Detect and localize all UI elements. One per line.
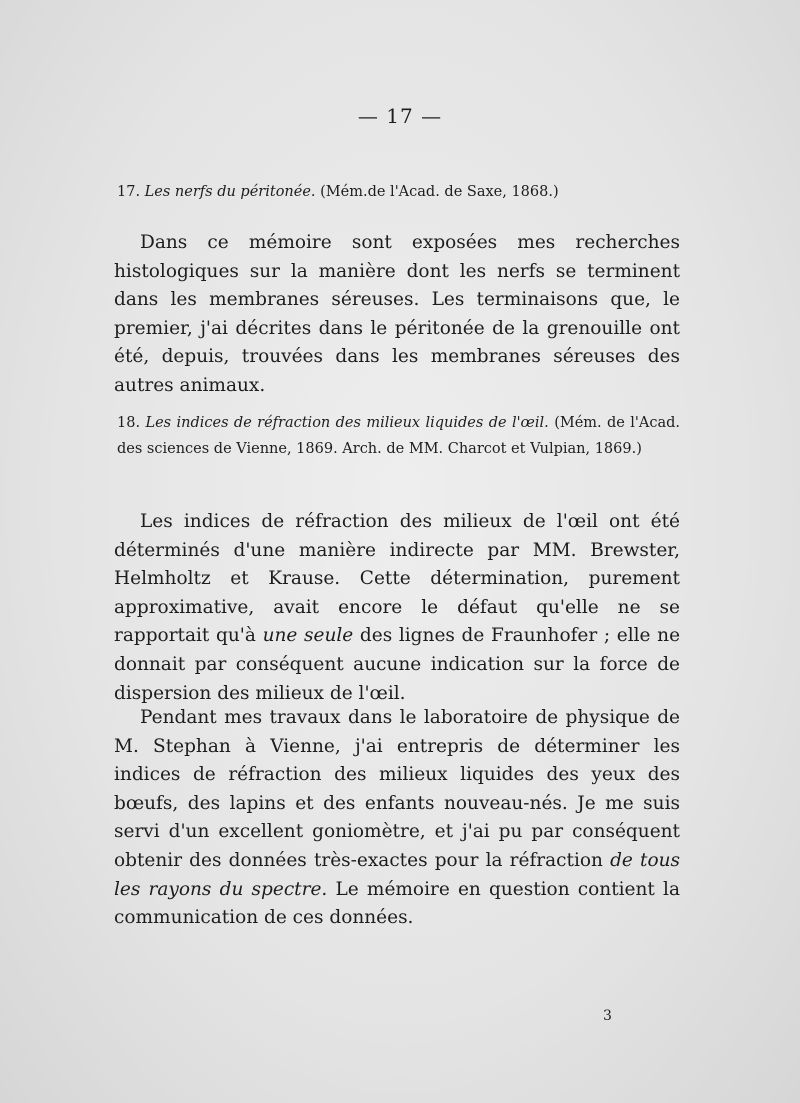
signature-mark: 3: [603, 1008, 612, 1024]
entry-details: (Mém. de l'Acad. des sciences de Vienne, 1869. Arch. de MM. Charcot et Vulpian, 1869.): [117, 415, 681, 457]
paragraph-emphasis: une seule: [262, 625, 354, 647]
bibliography-entry-18: [117, 410, 680, 462]
paragraph-text: Pendant mes travaux dans le laboratoire de physique de M. Stephan à Vienne, j'ai entrepris de déterminer les indices de réfraction des milieux liquides des yeux des bœufs, des lapins et des enfants nouveau-nés. Je me suis servi d'un excellent goniomètre, et j'ai pu par conséquent obtenir des données très-exactes pour la réfraction: [114, 707, 680, 871]
paragraph-text: Les indices de réfraction des milieux de l'œil ont été déterminés d'une manière indirecte par MM. Brewster, Helmholtz et Krause. Cette détermination, purement approximative, avait encore le défaut qu'elle ne se rapportait qu'à: [114, 511, 680, 647]
page-number: — 17 —: [357, 104, 443, 128]
paragraph-emphasis: de tous les rayons du spectre.: [114, 849, 680, 900]
entry-details: (Mém.de l'Acad. de Saxe, 1868.): [320, 184, 559, 200]
entry-title: Les indices de réfraction des milieux liquides de l'œil.: [145, 415, 549, 431]
paragraph-text: des lignes de Fraunhofer ; elle ne donnait par conséquent aucune indication sur la force de dispersion des milieux de l'œil.: [114, 625, 681, 704]
paragraph-peritoneum: [114, 229, 680, 401]
entry-number: 17.: [117, 184, 141, 200]
bibliography-entry-17: [117, 179, 680, 205]
paragraph-vienna-work: [114, 704, 680, 933]
paragraph-text: Le mémoire en question contient la communication de ces données.: [114, 878, 680, 929]
paragraph-text: Dans ce mémoire sont exposées mes recherches histologiques sur la manière dont les nerfs se terminent dans les membranes séreuses. Les terminaisons que, le premier, j'ai décrites dans le péritonée de la grenouille ont été, depuis, trouvées dans les membranes séreuses des autres animaux.: [114, 232, 680, 396]
entry-number: 18.: [117, 415, 141, 431]
entry-title: Les nerfs du péritonée.: [144, 184, 316, 200]
paragraph-refraction-indices: [114, 508, 680, 708]
